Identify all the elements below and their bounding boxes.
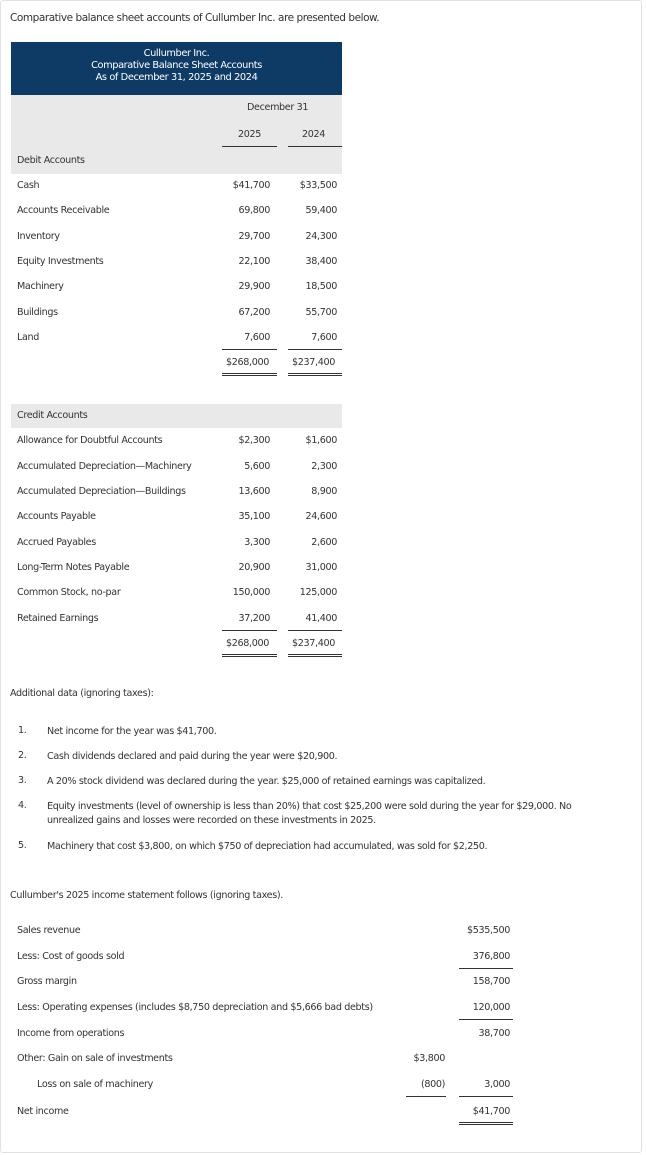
debit-accounts-heading: Debit Accounts [17, 155, 85, 166]
loss-on-machinery-value: (800) [420, 1079, 445, 1090]
divider [288, 146, 342, 147]
value-2025: 22,100 [238, 256, 270, 267]
opex-label: Less: Operating expenses (includes $8,750 depreciation and $5,666 bad debts) [17, 1002, 373, 1013]
subtotal-line [222, 349, 277, 350]
account-name: Accumulated Depreciation—Machinery [17, 461, 192, 472]
value-2024: 31,000 [305, 562, 337, 573]
account-name: Accounts Payable [17, 511, 96, 522]
net-income-value: $41,700 [472, 1106, 510, 1117]
credit-accounts-heading: Credit Accounts [17, 410, 88, 421]
value-2025: 5,600 [244, 461, 270, 472]
value-2024: 8,900 [311, 486, 337, 497]
subtotal-line [288, 630, 342, 631]
debit-total-2024: $237,400 [292, 357, 335, 368]
credit-total-2024: $237,400 [292, 638, 335, 649]
net-income-label: Net income [17, 1106, 69, 1117]
value-2024: $33,500 [299, 180, 337, 191]
value-2025: 13,600 [238, 486, 270, 497]
value-2025: 37,200 [238, 613, 270, 624]
value-2025: 29,700 [238, 231, 270, 242]
value-2024: $1,600 [305, 435, 337, 446]
value-2024: 2,600 [311, 537, 337, 548]
total-double-line [459, 1122, 513, 1125]
value-2025: $41,700 [232, 180, 270, 191]
list-item-number: 3. [18, 775, 27, 786]
account-name: Long-Term Notes Payable [17, 562, 130, 573]
debit-total-2025: $268,000 [226, 357, 269, 368]
balance-sheet-header [11, 42, 342, 95]
total-double-line [288, 654, 342, 657]
value-2025: 69,800 [238, 205, 270, 216]
loss-on-machinery-label: Loss on sale of machinery [37, 1079, 153, 1090]
account-name: Common Stock, no-par [17, 587, 121, 598]
list-item-number: 4. [18, 800, 27, 811]
account-name: Machinery [17, 281, 64, 292]
year-2024-header: 2024 [302, 129, 326, 140]
sales-value: $535,500 [467, 925, 510, 936]
account-name: Accrued Payables [17, 537, 96, 548]
subtotal-line [406, 1096, 446, 1097]
gross-margin-value: 158,700 [472, 976, 510, 987]
income-statement-intro: Cullumber's 2025 income statement follows (ignoring taxes). [10, 890, 283, 901]
value-2025: 67,200 [238, 307, 270, 318]
column-group-label: December 31 [247, 102, 309, 113]
income-from-operations-label: Income from operations [17, 1028, 125, 1039]
subtotal-line [459, 1096, 513, 1097]
statement-date: As of December 31, 2025 and 2024 [95, 72, 258, 83]
value-2025: 29,900 [238, 281, 270, 292]
account-name: Allowance for Doubtful Accounts [17, 435, 163, 446]
account-name: Accumulated Depreciation—Buildings [17, 486, 186, 497]
list-item-number: 5. [18, 840, 27, 851]
value-2025: 7,600 [244, 332, 270, 343]
gain-on-investments-label: Other: Gain on sale of investments [17, 1053, 173, 1064]
subtotal-line [222, 630, 277, 631]
cogs-label: Less: Cost of goods sold [17, 951, 125, 962]
account-name: Buildings [17, 307, 58, 318]
value-2024: 125,000 [299, 587, 337, 598]
account-name: Inventory [17, 231, 60, 242]
account-name: Cash [17, 180, 40, 191]
account-name: Retained Earnings [17, 613, 99, 624]
year-2025-header: 2025 [238, 129, 262, 140]
value-2024: 59,400 [305, 205, 337, 216]
value-2024: 7,600 [311, 332, 337, 343]
subtotal-line [459, 968, 513, 969]
value-2024: 38,400 [305, 256, 337, 267]
opex-value: 120,000 [472, 1002, 510, 1013]
divider [222, 146, 277, 147]
value-2025: 3,300 [244, 537, 270, 548]
value-2024: 18,500 [305, 281, 337, 292]
gross-margin-label: Gross margin [17, 976, 77, 987]
list-item: Cash dividends declared and paid during the year were $20,900. [47, 751, 338, 762]
income-from-operations-value: 38,700 [478, 1028, 510, 1039]
list-item: Equity investments (level of ownership is less than 20%) that cost $25,200 were sold during the year for $29,000. No unrealized gains and losses were recorded on these investments in 2025. [47, 801, 572, 826]
subtotal-line [459, 1019, 513, 1020]
value-2024: 41,400 [305, 613, 337, 624]
credit-total-2025: $268,000 [226, 638, 269, 649]
value-2025: 20,900 [238, 562, 270, 573]
value-2024: 24,600 [305, 511, 337, 522]
value-2025: 150,000 [232, 587, 270, 598]
total-double-line [288, 373, 342, 376]
intro-text: Comparative balance sheet accounts of Cullumber Inc. are presented below. [10, 12, 380, 24]
value-2025: 35,100 [238, 511, 270, 522]
sales-label: Sales revenue [17, 925, 81, 936]
gain-on-investments-value: $3,800 [413, 1053, 445, 1064]
subtotal-line [288, 349, 342, 350]
value-2024: 2,300 [311, 461, 337, 472]
company-name: Cullumber Inc. [143, 48, 210, 59]
cogs-value: 376,800 [472, 951, 510, 962]
list-item: Machinery that cost $3,800, on which $750 of depreciation had accumulated, was sold for $2,250. [47, 841, 488, 852]
account-name: Land [17, 332, 39, 343]
value-2024: 55,700 [305, 307, 337, 318]
account-name: Accounts Receivable [17, 205, 110, 216]
additional-data-title: Additional data (ignoring taxes): [10, 688, 154, 699]
list-item: A 20% stock dividend was declared during the year. $25,000 of retained earnings was capitalized. [47, 776, 486, 787]
total-double-line [222, 373, 277, 376]
list-item-number: 1. [18, 725, 27, 736]
value-2025: $2,300 [238, 435, 270, 446]
list-item: Net income for the year was $41,700. [47, 726, 217, 737]
account-name: Equity Investments [17, 256, 104, 267]
list-item-number: 2. [18, 750, 27, 761]
total-double-line [222, 654, 277, 657]
other-total-value: 3,000 [484, 1079, 510, 1090]
value-2024: 24,300 [305, 231, 337, 242]
statement-title: Comparative Balance Sheet Accounts [91, 60, 262, 71]
